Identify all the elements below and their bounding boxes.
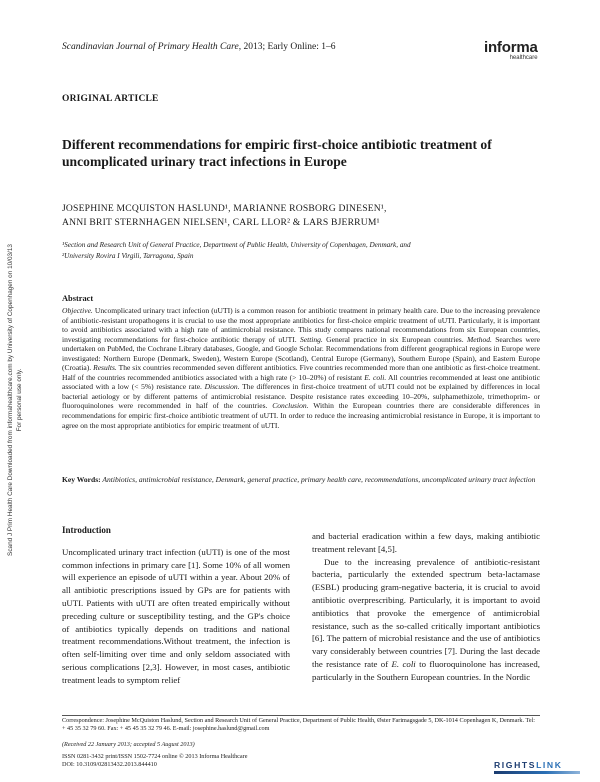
doi: DOI: 10.3109/02813432.2013.844410 <box>62 761 157 768</box>
p2-ecoli: E. coli <box>391 658 416 669</box>
discussion-text: The differences in first-choice treatment of uUTI could not be explained by differences in local bacterial aetiology or by different patterns of antimicrobial resistance. Despite resistance rates exceeding 10–20%, sulphamethizole, trimethoprim- or fluoroquinolones were recommended in half of the countries. <box>62 382 540 411</box>
affiliation-2: ²University Rovira I Virgili, Tarragona, Spain <box>62 252 194 260</box>
issn: ISSN 0281-3432 print/ISSN 1502-7724 online © 2013 Informa Healthcare <box>62 753 248 760</box>
method-text: Searches were undertaken on PubMed, the Cochrane Library databases, Google, and Google Scholar. Recommendations from different geographical regions in Europe were investigated: Northern Europe (Denmark, Sweden), Western Europe (Scotland), Central Europe (Germany), Southern Europe (Spain), and Eastern Europe (Croatia). <box>62 334 540 373</box>
rightslink-bar <box>494 771 580 774</box>
informa-logo <box>484 40 538 62</box>
affiliation-1: ¹Section and Research Unit of General Practice, Department of Public Health, University of Copenhagen, Denmark, and <box>62 241 411 249</box>
affiliations <box>62 240 542 262</box>
intro-paragraph-2 <box>312 556 540 684</box>
rightslink-b: LINK <box>536 760 563 770</box>
results-ecoli: E. coli. <box>364 372 387 382</box>
body-right-column <box>312 530 540 684</box>
body-left-column <box>62 524 290 687</box>
results-text-b: All countries recommended at least one antibiotic associated with a low (< 5%) resistance rate. <box>62 372 540 392</box>
objective-label: Objective. <box>62 306 93 315</box>
journal-issue: 2013; Early Online: 1–6 <box>241 42 336 52</box>
received-dates: (Received 22 January 2013; accepted 5 August 2013) <box>62 741 195 748</box>
journal-header <box>62 42 336 52</box>
authors <box>62 202 532 230</box>
objective-text: Uncomplicated urinary tract infection (uUTI) is a common reason for antibiotic treatment in primary health care. Due to the increasing prevalence of antibiotic-resistant uropathogens it is crucial to use the most appropriate antibiotics for first-choice empiric treatment of uUTI. Particularly, it is important to avoid antibiotics associated with a high rate of antimicrobial resistance. This study compares national recommendations from six European countries, investigating recommendations for first-choice antibiotic therapy of uUTI. <box>62 306 540 344</box>
setting-label: Setting. <box>299 334 323 344</box>
article-title: Different recommendations for empiric first-choice antibiotic treatment of uncomplicated urinary tract infections in Europe <box>62 137 492 169</box>
discussion-label: Discussion. <box>204 382 240 392</box>
p2-text-b: to fluoroquinolone has increased, particularly in the Southern European countries. In the Nordic <box>312 658 540 682</box>
correspondence: Correspondence: Josephine McQuiston Haslund, Section and Research Unit of General Practice, Department of Public Health, Øster Farimagsgade 5, DK-1014 Copenhagen K, Denmark. Tel: + 45 35 32 79 60. Fax: + 45 45 35 32 79 46. E-mail: josephine.haslund@gmail.com <box>62 717 536 733</box>
abstract-heading: Abstract <box>62 294 94 303</box>
conclusion-label: Conclusion. <box>272 401 309 411</box>
footer-divider <box>62 715 540 716</box>
rightslink-a: RIGHTS <box>494 760 537 770</box>
keywords-label: Key Words: <box>62 475 101 484</box>
keywords-text: Antibiotics, antimicrobial resistance, Denmark, general practice, primary health care, recommendations, uncomplicated urinary tract infection <box>100 475 536 484</box>
p2-text-a: Due to the increasing prevalence of antibiotic-resistant bacteria, particularly the extended spectrum beta-lactamase (ESBL) producing gram-negative bacteria, it is crucial to avoid antibiotic overprescribing. Particularly, it is important to avoid antibiotics that provoke the emergence of antimicrobial resistance, such as the so-called critically important antibiotics [6]. The pattern of microbial resistance and the use of antibiotics vary considerably between countries [7]. During the last decade the resistance rate of <box>312 556 540 669</box>
intro-heading: Introduction <box>62 525 111 535</box>
authors-line-1: JOSEPHINE MCQUISTON HASLUND¹, MARIANNE ROSBORG DINESEN¹, <box>62 203 387 214</box>
setting-text: General practice in six European countries. <box>322 334 467 344</box>
method-label: Method. <box>466 334 492 344</box>
results-label: Results. <box>93 363 117 373</box>
download-notice: Scand J Prim Health Care Downloaded from informahealthcare.com by University of Copenhagen on 10/03/13 For personal use only. <box>7 244 23 556</box>
journal-name: Scandinavian Journal of Primary Health Care, <box>62 42 242 52</box>
rightslink-logo <box>494 760 580 774</box>
results-text-a: The six countries recommended seven different antibiotics. Five countries recommended more than one antibiotic as first-choice treatment. Half of the countries recommended antibiotics associated with a high rate (> 10–20%) of resistant <box>62 363 541 382</box>
keywords <box>62 475 540 485</box>
authors-line-2: ANNI BRIT STERNHAGEN NIELSEN¹, CARL LLOR² & LARS BJERRUM¹ <box>62 217 380 228</box>
abstract-body <box>62 306 540 430</box>
publication-info <box>62 753 362 769</box>
download-sidebar <box>0 210 30 590</box>
article-type: ORIGINAL ARTICLE <box>62 94 159 104</box>
logo-sub: healthcare <box>509 55 538 61</box>
logo-main: informa <box>484 39 538 56</box>
conclusion-text: Within the European countries there are considerable differences in recommendations for empiric first-choice antibiotic treatment of uUTI. In order to reduce the increasing antimicrobial resistance in Europe, it is important to agree on the most appropriate antibiotics for empiric treatment of uUTI. <box>62 401 540 430</box>
intro-paragraph-1-cont: and bacterial eradication within a few days, making antibiotic treatment relevant [4,5]. <box>312 531 540 554</box>
intro-paragraph-1: Uncomplicated urinary tract infection (uUTI) is one of the most common infections in primary care [1]. Some 10% of all women will experience an episode of uUTI within a year. About 20% of all antibiotic prescriptions issued by GPs are for patients with uUTI. Patients with uUTI are often treated empirically without preceding culture or susceptibility testing, and the GP's choice of antibiotics typically depends on traditions and national treatment recommendations.Without treatment, the infection is often self-limiting over time and only seldom associated with serious complications [2,3]. However, in most cases, antibiotic treatment leads to symptom relief <box>62 546 290 685</box>
